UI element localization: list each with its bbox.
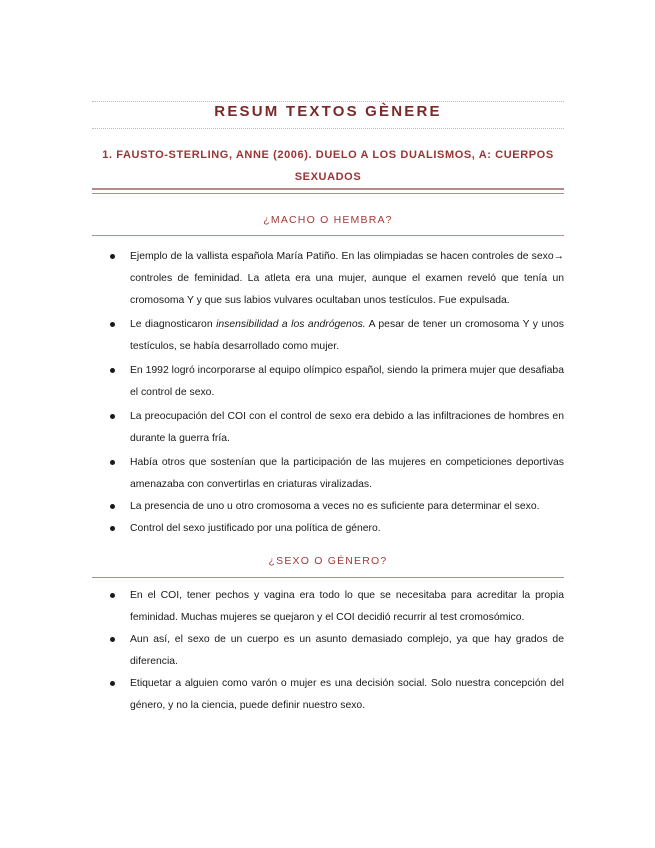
list-item-text: En 1992 logró incorporarse al equipo olímpico español, siendo la primera mujer que desafiaba el control de sexo. xyxy=(130,365,564,398)
list-item-text: La presencia de uno u otro cromosoma a veces no es suficiente para determinar el sexo. xyxy=(130,501,540,512)
list-item-text: La preocupación del COI con el control de sexo era debido a las infiltraciones de hombres en durante la guerra fría. xyxy=(130,411,564,444)
bullet-list-section-1 xyxy=(0,246,655,540)
subtitle-double-rule xyxy=(92,188,564,194)
list-item-text: Control del sexo justificado por una política de género. xyxy=(130,523,381,534)
bullet-icon xyxy=(110,593,115,598)
list-item xyxy=(0,452,655,496)
bullet-list-section-2 xyxy=(0,585,655,717)
list-item-text: En el COI, tener pechos y vagina era todo lo que se necesitaba para acreditar la propia feminidad. Muchas mujeres se quejaron y el COI decidió recurrir al test cromosómico. xyxy=(130,590,564,623)
section-heading-macho-o-hembra: ¿MACHO O HEMBRA? xyxy=(263,214,393,226)
title-bottom-rule xyxy=(92,128,564,129)
list-item-text: Ejemplo de la vallista española María Patiño. En las olimpiadas se hacen controles de sexo→ controles de feminidad. La atleta era una mujer, aunque el examen reveló que tenía un cromosoma Y y que sus labios vulvares ocultaban unos testículos. Fue expulsada. xyxy=(130,251,564,306)
bullet-icon xyxy=(110,368,115,373)
list-item-text-pre: Le diagnosticaron xyxy=(130,319,217,330)
list-item-text-emphasis: insensibilidad a los andrógenos. xyxy=(216,319,366,330)
list-item xyxy=(0,673,655,717)
list-item xyxy=(0,314,655,358)
bullet-icon xyxy=(110,322,115,327)
list-item xyxy=(0,518,655,540)
list-item-text-post: A pesar de tener un cromosoma Y y unos testículos, se había desarrollado como mujer. xyxy=(130,319,564,352)
section-heading-sexo-o-genero: ¿SEXO O GÉNERO? xyxy=(268,555,388,567)
list-item xyxy=(0,406,655,450)
list-item xyxy=(0,496,655,518)
bullet-icon xyxy=(110,637,115,642)
bullet-icon xyxy=(110,254,115,259)
title-top-rule xyxy=(92,101,564,102)
section-heading-rule xyxy=(92,235,564,236)
bullet-icon xyxy=(110,460,115,465)
list-item xyxy=(0,629,655,673)
document-title: RESUM TEXTOS GÈNERE xyxy=(214,103,442,120)
section-subtitle: 1. FAUSTO-STERLING, ANNE (2006). DUELO A LOS DUALISMOS, A: CUERPOS SEXUADOS xyxy=(102,149,554,183)
list-item xyxy=(0,360,655,404)
bullet-icon xyxy=(110,504,115,509)
list-item-text: Etiquetar a alguien como varón o mujer es una decisión social. Solo nuestra concepción del género, y no la ciencia, puede definir nuestro sexo. xyxy=(130,678,564,711)
section-heading-rule xyxy=(92,577,564,578)
list-item-text: Aun así, el sexo de un cuerpo es un asunto demasiado complejo, ya que hay grados de diferencia. xyxy=(130,634,564,667)
list-item xyxy=(0,246,655,312)
bullet-icon xyxy=(110,526,115,531)
list-item xyxy=(0,585,655,629)
bullet-icon xyxy=(110,681,115,686)
bullet-icon xyxy=(110,414,115,419)
list-item-text: Había otros que sostenían que la participación de las mujeres en competiciones deportivas amenazaba con convertirlas en criaturas viralizadas. xyxy=(130,457,564,490)
